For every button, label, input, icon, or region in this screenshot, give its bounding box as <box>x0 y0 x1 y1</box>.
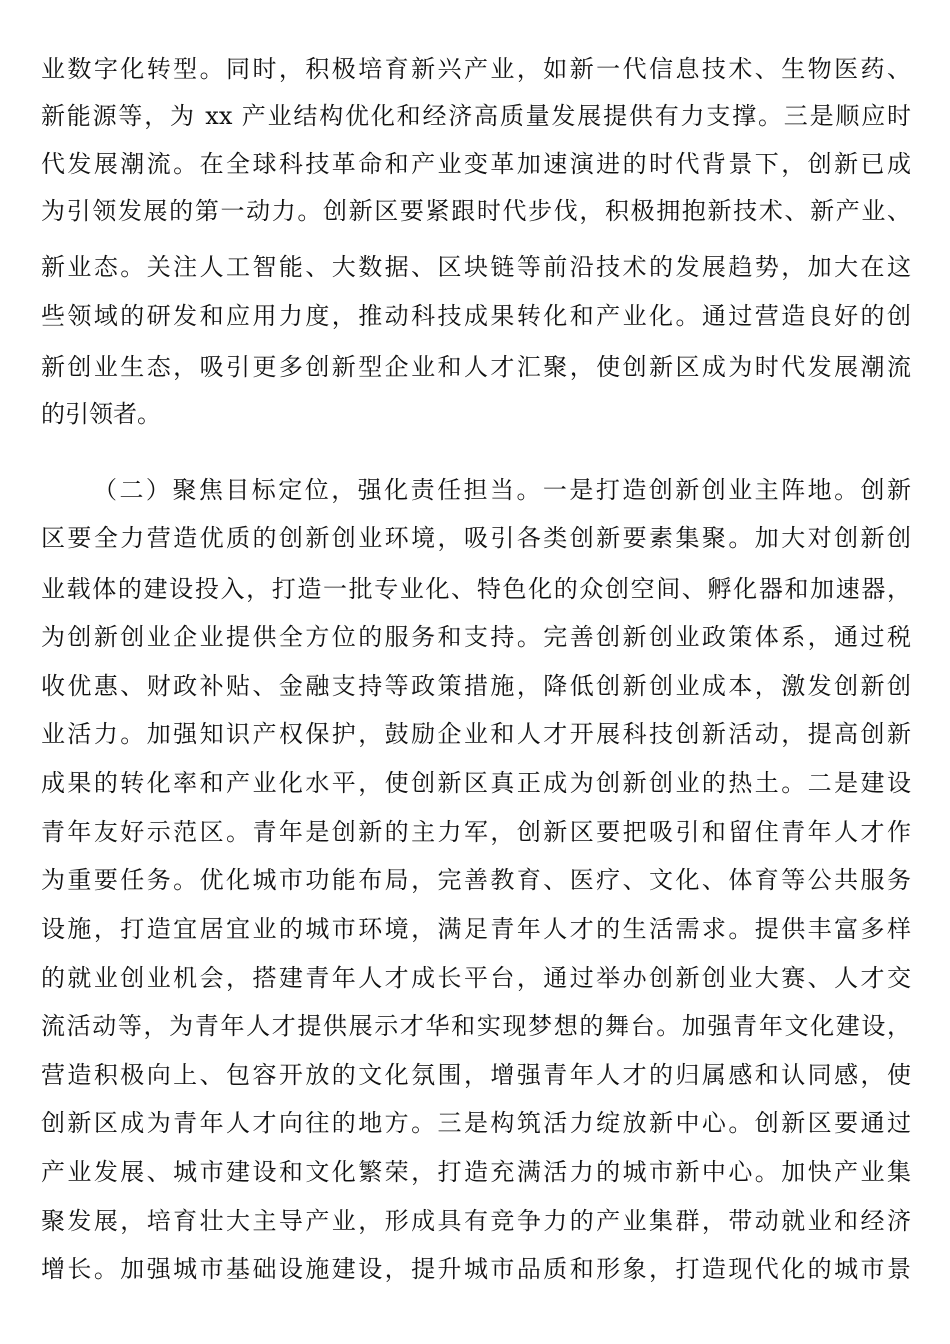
paragraph-2-line-16: 聚发展，培育壮大主导产业，形成具有竞争力的产业集群，带动就业和经济 <box>41 1207 911 1235</box>
paragraph-2-line-11: 的就业创业机会，搭建青年人才成长平台，通过举办创新创业大赛、人才交 <box>41 964 911 992</box>
paragraph-2-line-4: 为创新创业企业提供全方位的服务和支持。完善创新创业政策体系，通过税 <box>41 623 911 651</box>
paragraph-1-line-7: 新创业生态，吸引更多创新型企业和人才汇聚，使创新区成为时代发展潮流 <box>41 353 911 381</box>
paragraph-1-line-8: 的引领者。 <box>41 400 161 428</box>
paragraph-1-line-6: 些领域的研发和应用力度，推动科技成果转化和产业化。通过营造良好的创 <box>41 302 911 330</box>
paragraph-2-line-17: 增长。加强城市基础设施建设，提升城市品质和形象，打造现代化的城市景 <box>41 1255 911 1283</box>
paragraph-2-line-10: 设施，打造宜居宜业的城市环境，满足青年人才的生活需求。提供丰富多样 <box>41 915 911 943</box>
paragraph-2-line-6: 业活力。加强知识产权保护，鼓励企业和人才开展科技创新活动，提高创新 <box>41 720 911 748</box>
paragraph-2-line-14: 创新区成为青年人才向往的地方。三是构筑活力绽放新中心。创新区要通过 <box>41 1109 911 1137</box>
paragraph-1-line-3: 代发展潮流。在全球科技革命和产业变革加速演进的时代背景下，创新已成 <box>41 150 911 178</box>
paragraph-2-line-3: 业载体的建设投入，打造一批专业化、特色化的众创空间、孵化器和加速器， <box>41 575 911 603</box>
paragraph-2-line-5: 收优惠、财政补贴、金融支持等政策措施，降低创新创业成本，激发创新创 <box>41 672 911 700</box>
paragraph-2-line-15: 产业发展、城市建设和文化繁荣，打造充满活力的城市新中心。加快产业集 <box>41 1158 911 1186</box>
paragraph-2-line-13: 营造积极向上、包容开放的文化氛围，增强青年人才的归属感和认同感，使 <box>41 1061 911 1089</box>
paragraph-1-line-1: 业数字化转型。同时，积极培育新兴产业，如新一代信息技术、生物医药、 <box>41 55 911 83</box>
paragraph-1-line-5: 新业态。关注人工智能、大数据、区块链等前沿技术的发展趋势，加大在这 <box>41 253 911 281</box>
paragraph-2-line-9: 为重要任务。优化城市功能布局，完善教育、医疗、文化、体育等公共服务 <box>41 866 911 894</box>
paragraph-2-line-1: （二）聚焦目标定位，强化责任担当。一是打造创新创业主阵地。创新 <box>93 476 911 504</box>
paragraph-2-line-7: 成果的转化率和产业化水平，使创新区真正成为创新创业的热土。二是建设 <box>41 769 911 797</box>
paragraph-2-line-2: 区要全力营造优质的创新创业环境，吸引各类创新要素集聚。加大对创新创 <box>41 524 911 552</box>
paragraph-1-line-4: 为引领发展的第一动力。创新区要紧跟时代步伐，积极拥抱新技术、新产业、 <box>41 197 911 225</box>
paragraph-2-line-8: 青年友好示范区。青年是创新的主力军，创新区要把吸引和留住青年人才作 <box>41 818 911 846</box>
paragraph-2-line-12: 流活动等，为青年人才提供展示才华和实现梦想的舞台。加强青年文化建设， <box>41 1012 911 1040</box>
paragraph-1-line-2: 新能源等，为 xx 产业结构优化和经济高质量发展提供有力支撑。三是顺应时 <box>41 102 911 130</box>
